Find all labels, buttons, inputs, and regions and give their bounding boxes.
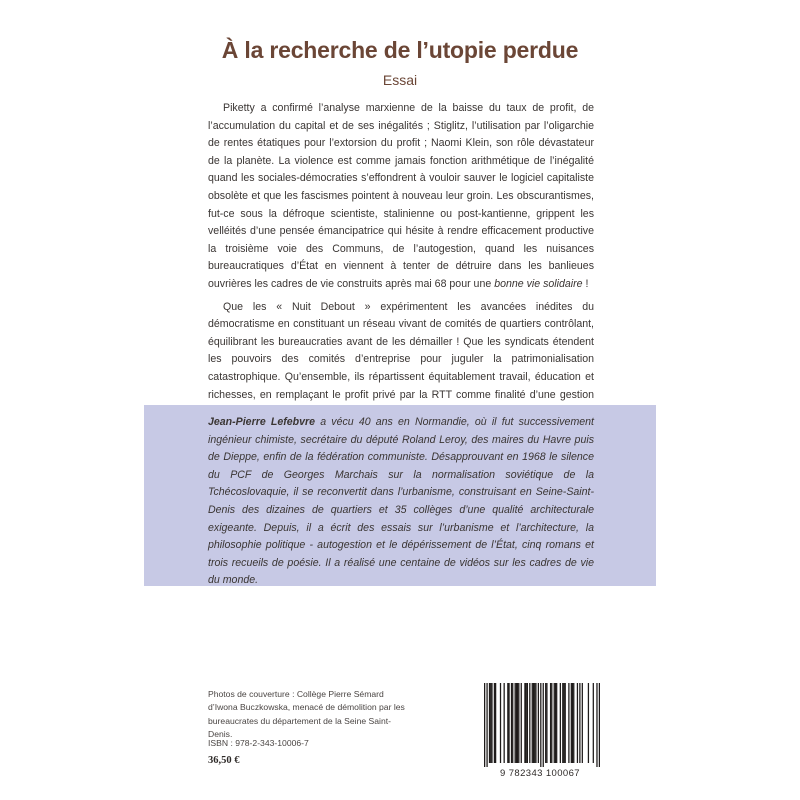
barcode-bar [504,683,505,763]
barcode-bar [511,683,512,763]
barcode-bar [508,683,509,763]
barcode-bar [516,683,517,763]
summary-italic-phrase: bonne vie solidaire [494,277,583,290]
price: 36,50 € [208,755,240,766]
summary-paragraph-1-end: ! [582,277,589,290]
barcode-bar [512,683,513,763]
author-bio-text: a vécu 40 ans en Normandie, où il fut successivement ingénieur chimiste, secrétaire du député Roland Leroy, des maires du Havre puis de Dieppe, enfin de la fédération communiste. Désapprouvant en 1968 le silence du PCF de Georges Marchais sur la normalisation soviétique de la Tchécoslovaquie, il se reconvertit dans l’urbanisme, construisant en Seine-Saint-Denis des dizaines de quartiers et 35 collèges d’une qualité architecturale exigeante. Depuis, il a écrit des essais sur l’urbanisme et l’architecture, la philosophie politique - autogestion et le dépérissement de l’État, cinq romans et trois recueils de poésie. Il a réalisé une centaine de vidéos sur les cadres de vie du monde. [208,416,594,587]
barcode-bar [596,683,597,767]
isbn: ISBN : 978-2-343-10006-7 [208,738,309,748]
barcode-bar [491,683,492,763]
barcode-bar [538,683,539,763]
barcode-bar [517,683,518,763]
barcode-digits: 9 782343 100067 [500,768,580,779]
barcode-bar [551,683,552,763]
cover-photo-credits: Photos de couverture : Collège Pierre Sémard d’Iwona Buczkowska, menacé de démolition par les bureaucrates du département de la Seine Saint-Denis. [208,689,405,740]
barcode-bar [533,683,534,763]
author-bio [208,414,594,590]
barcode-bar [540,683,541,767]
barcode-bar [571,683,572,763]
barcode-bar [556,683,557,763]
barcode-bar [588,683,589,763]
barcode-bar [518,683,519,763]
barcode-bar [550,683,551,763]
barcode-bar [507,683,508,763]
summary-paragraph-1-text: Piketty a confirmé l’analyse marxienne de la baisse du taux de profit, de l’accumulation du capital et de ses inégalités ; Stiglitz, l’utilisation par l’oligarchie de rentes étatiques pour l’extorsion du profit ; Naomi Klein, son rôle dévastateur de la planète. La violence est comme jamais fonction arithmétique de l’inégalité quand les sociales-démocraties s’effondrent à vouloir sauver le logiciel capitaliste obsolète et que les fascismes pointent à nouveau leur groin. Les obscurantismes, fut-ce sous la défroque scientiste, stalinienne ou post-kantienne, grippent les velléités d’une pensée émancipatrice qui hésite à rendre efficacement productive la troisième voie des Communs, de l’autogestion, quand les nuisances bureaucratiques d’État en viennent à tenter de détruire dans les banlieues ouvrières les cadres de vie construits après mai 68 pour une [208,102,594,290]
barcode-bar [521,683,522,763]
barcode-bar [484,683,485,767]
barcode-bar [545,683,546,763]
barcode-bar [490,683,491,763]
barcode-bar [494,683,495,763]
barcode [484,683,600,767]
barcode-bar [563,683,564,763]
summary-text [208,100,594,422]
author-name: Jean-Pierre Lefebvre [208,416,316,428]
barcode-bar [495,683,496,763]
barcode-bar [579,683,580,763]
book-subtitle: Essai [382,72,418,88]
barcode-bar [526,683,527,763]
barcode-bar [546,683,547,763]
barcode-bar [524,683,525,763]
barcode-bar [500,683,501,763]
barcode-bar [582,683,583,763]
barcode-bar [489,683,490,763]
summary-paragraph-1 [208,100,594,294]
barcode-bar [562,683,563,763]
barcode-bar [560,683,561,763]
book-title: À la recherche de l’utopie perdue [221,37,579,63]
barcode-bar [555,683,556,763]
barcode-bar [593,683,594,763]
summary-paragraph-2: Que les « Nuit Debout » expérimentent les avancées inédites du démocratisme en constituant un réseau vivant de comités de quartiers contrôlant, équilibrant les bureaucraties avant de les démailler ! Que les syndicats étendent les pouvoirs des comités d’entreprise pour juguler la patrimonialisation catastrophique. Qu’ensemble, ils répartissent équitablement travail, éducation et richesses, en remplaçant le profit privé par la RTT comme finalité d’une gestion [208,300,594,401]
barcode-bar [534,683,535,763]
barcode-bar [535,683,536,763]
barcode-bar [572,683,573,763]
barcode-bar [568,683,569,763]
barcode-bar [543,683,544,767]
barcode-bar [527,683,528,763]
barcode-bar [565,683,566,763]
barcode-bar [486,683,487,767]
barcode-bar [573,683,574,763]
barcode-bar [515,683,516,763]
barcode-bar [532,683,533,763]
barcode-bar [554,683,555,763]
barcode-bar [577,683,578,763]
barcode-bar [599,683,600,767]
barcode-bar [529,683,530,763]
